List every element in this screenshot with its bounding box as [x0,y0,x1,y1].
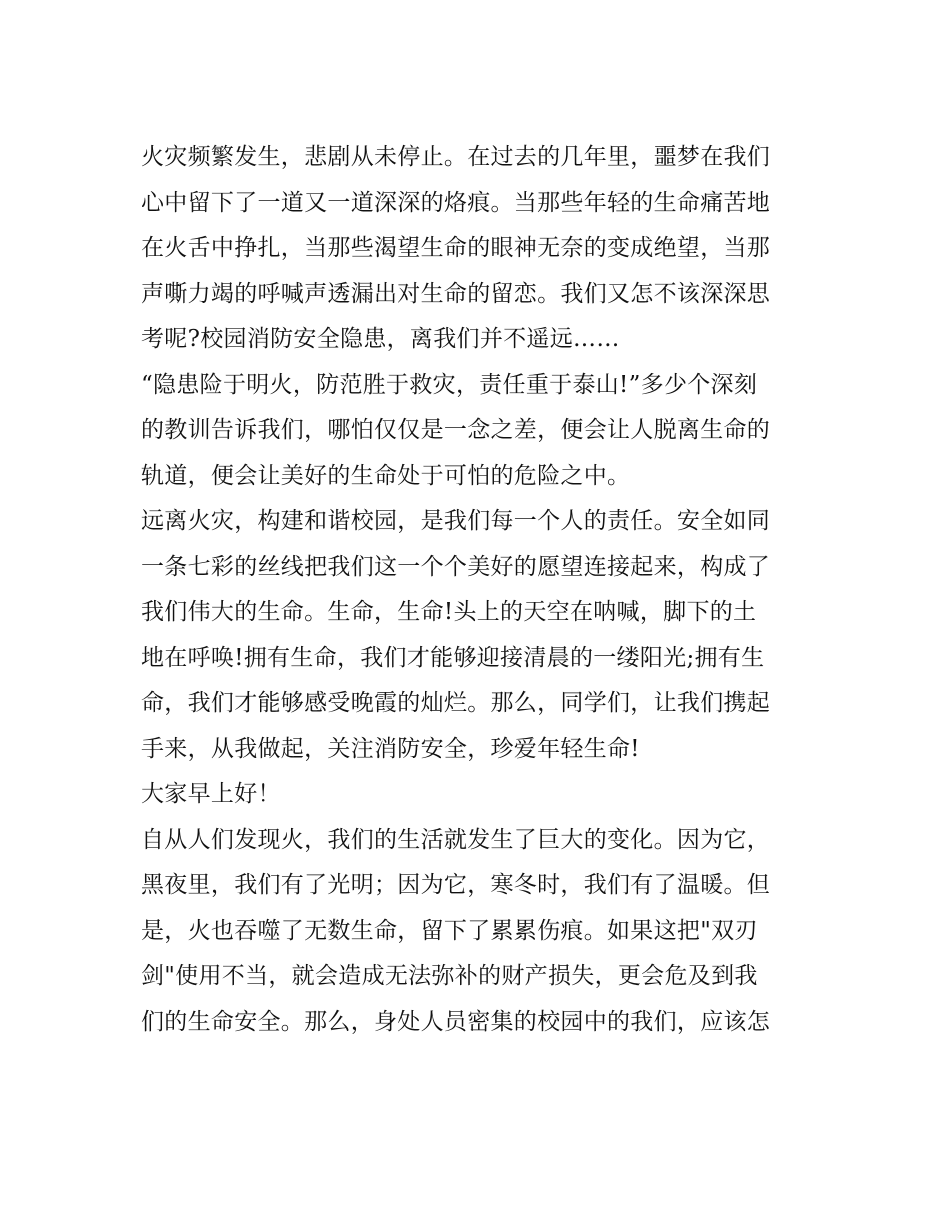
text-line-9: 远离火灾，构建和谐校园，是我们每一个人的责任。安全如同 [141,508,771,534]
text-line-14: 手来，从我做起，关注消防安全，珍爱年轻生命! [141,735,640,762]
text-line-13: 命，我们才能够感受晚霞的灿烂。那么，同学们，让我们携起 [141,690,771,716]
text-line-15: 大家早上好！ [141,781,281,807]
text-line-10: 一条七彩的丝线把我们这一个个美好的愿望连接起来，构成了 [141,553,771,580]
text-line-8: 轨道，便会让美好的生命处于可怕的危险之中。 [141,462,631,489]
text-line-6: “隐患险于明火，防范胜于救灾，责任重于泰山!”多少个深刻 [141,371,758,398]
text-line-2: 心中留下了一道又一道深深的烙痕。当那些年轻的生命痛苦地 [141,189,771,216]
text-line-4: 声嘶力竭的呼喊声透漏出对生命的留恋。我们又怎不该深深思 [141,280,771,307]
text-line-5: 考呢?校园消防安全隐患，离我们并不遥远…… [141,326,620,352]
text-line-20: 们的生命安全。那么，身处人员密集的校园中的我们，应该怎 [141,1008,771,1035]
text-line-7: 的教训告诉我们，哪怕仅仅是一念之差，便会让人脱离生命的 [141,417,771,443]
text-line-17: 黑夜里，我们有了光明；因为它，寒冬时，我们有了温暖。但 [141,872,771,898]
text-line-16: 自从人们发现火，我们的生活就发生了巨大的变化。因为它， [141,826,771,853]
body-text [141,138,813,1048]
text-line-19: 剑"使用不当，就会造成无法弥补的财产损失，更会危及到我 [141,963,758,989]
text-line-11: 我们伟大的生命。生命，生命!头上的天空在呐喊，脚下的土 [141,599,757,625]
text-line-3: 在火舌中挣扎，当那些渴望生命的眼神无奈的变成绝望，当那 [141,235,771,261]
text-line-18: 是，火也吞噬了无数生命，留下了累累伤痕。如果这把"双刃 [141,917,758,944]
text-line-12: 地在呼唤!拥有生命，我们才能够迎接清晨的一缕阳光;拥有生 [141,644,765,671]
text-line-1: 火灾频繁发生，悲剧从未停止。在过去的几年里，噩梦在我们 [141,144,771,170]
